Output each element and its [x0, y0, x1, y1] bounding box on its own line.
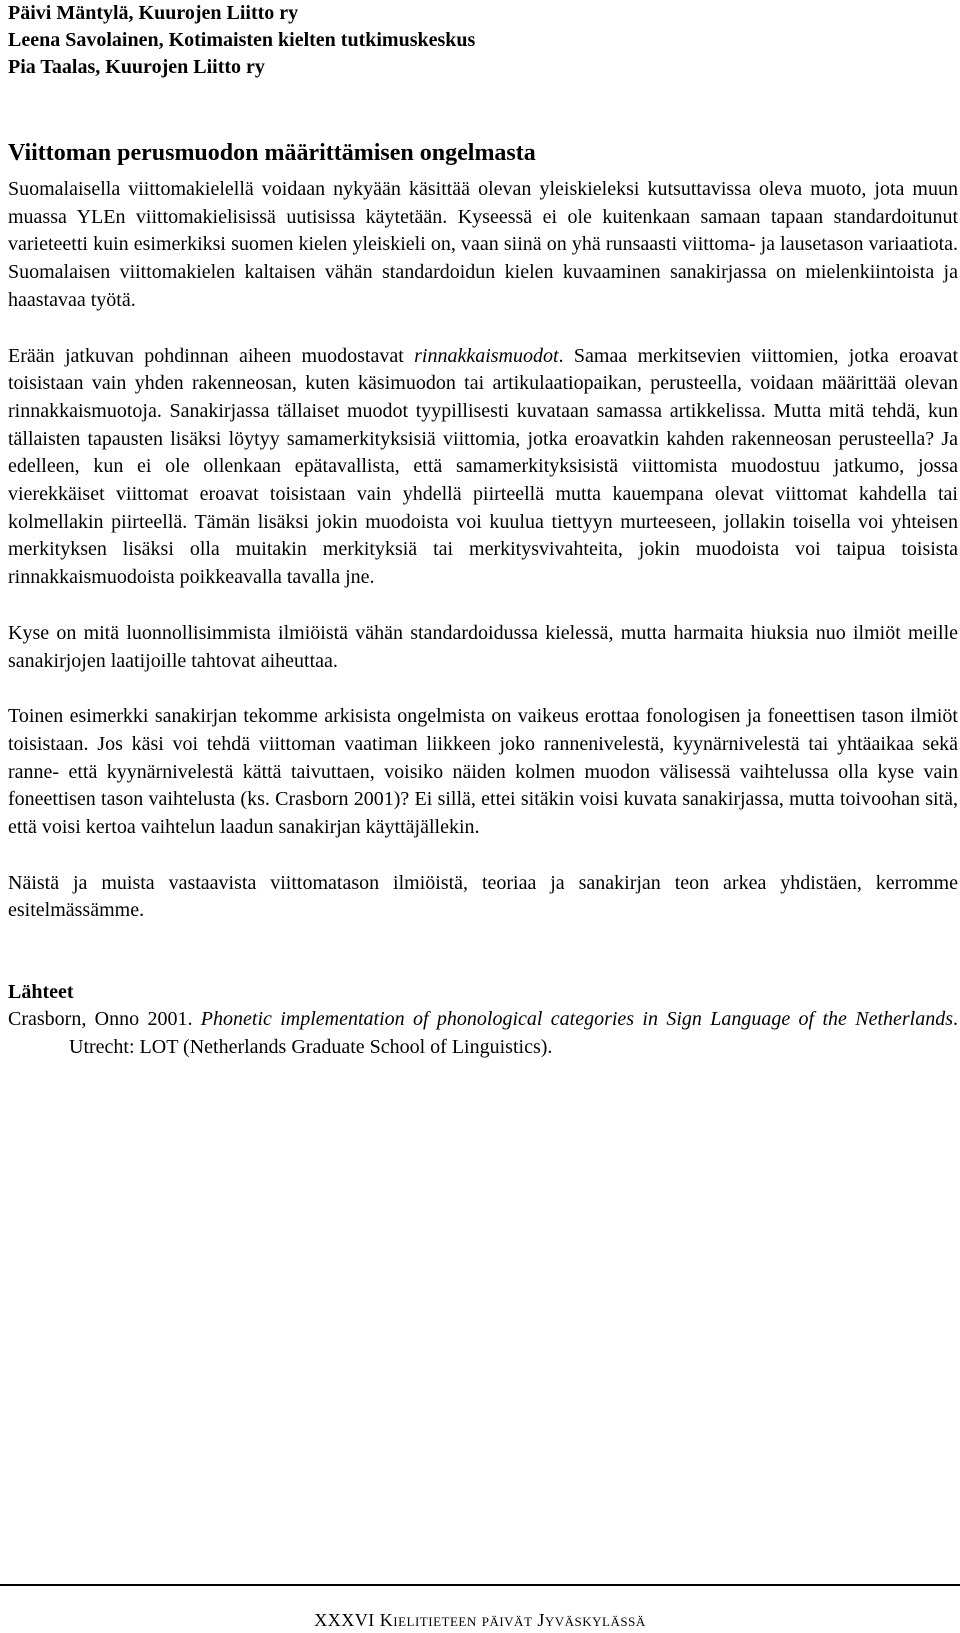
reference-title: Phonetic implementation of phonological categories in Sign Language of the Netherlands — [200, 1008, 953, 1031]
paragraph: Toinen esimerkki sanakirjan tekomme arkisista ongelmista on vaikeus erottaa fonologisen ja foneettisen tason ilmiöt toisistaan. Jos käsi voi tehdä viittoman vaatiman liikkeen joko rannenivelestä, kyynärnivelestä tai yhtäaikaa sekä ranne- että kyynärnivelestä kättä taivuttaen, voisiko näiden kolmen muodon välisessä vaihtelussa olla kyse vain foneettisen tason vaihtelusta (ks. Crasborn 2001)? Ei sillä, ettei sitäkin voisi kuvata sanakirjassa, mutta toivoohan sitä, että voisi kertoa vaihtelun laadun sanakirjan käyttäjällekin. — [8, 705, 958, 839]
paragraph: Suomalaisella viittomakielellä voidaan nykyään käsittää olevan yleiskieleksi kutsuttavissa oleva muoto, jota muun muassa YLEn viittomakielisissä uutisissa käytetään. Kyseessä ei ole kuitenkaan samaan tapaan standardoitunut varieteetti kuin esimerkiksi suomen kielen yleiskieli on, vaan siinä on yhä runsaasti viittoma- ja lausetason variaatiota. Suomalaisen viittomakielen kaltaisen vähän standardoidun kielen kuvaaminen sanakirjassa on mielenkiintoista ja haastavaa työtä. — [8, 178, 958, 311]
author-line: Leena Savolainen, Kotimaisten kielten tutkimuskeskus — [8, 29, 476, 51]
author-list — [8, 0, 958, 81]
reference-author-year: Crasborn, Onno 2001. — [8, 1008, 201, 1031]
footer-divider — [0, 1584, 960, 1586]
paragraph-text: . Samaa merkitsevien viittomien, jotka eroavat toisistaan vain yhden rakenneosan, kuten käsimuodon tai artikulaatiopaikan, perusteella, voidaan määrittää olevan rinnakkaismuotoja. Sanakirjassa tällaiset muodot tyypillisesti kuvataan samassa artikkelissa. Mutta mitä tehdä, kun tällaisten tapausten lisäksi löytyy samamerkityksisiä viittomia, jotka eroavatkin kahden rakenneosan perusteella? Ja edelleen, kun ei ole ollenkaan epätavallista, että samamerkityksisistä viittomista muodostuu jatkumo, jossa vierekkäiset viittomat eroavat toisistaan vain yhdellä piirteellä mutta kauempana olevat viittomat kahdella tai kolmellakin piirteellä. Tämän lisäksi jokin muodoista voi kuulua tiettyyn murteeseen, jollakin toisella voi yhteisen merkityksen lisäksi olla muitakin merkityksiä tai merkitysvivahteita, jokin muodoista voi taipua toisista rinnakkaismuodoista poikkeavalla tavalla jne. — [8, 344, 958, 589]
references-heading: Lähteet — [8, 981, 74, 1004]
paper-title: Viittoman perusmuodon määrittämisen ongelmasta — [8, 140, 536, 166]
italic-term: rinnakkaismuodot — [414, 344, 559, 367]
paragraph: Kyse on mitä luonnollisimmista ilmiöistä vähän standardoidussa kielessä, mutta harmaita hiuksia nuo ilmiöt meille sanakirjojen laatijoille tahtovat aiheuttaa. — [8, 621, 958, 672]
author-line: Päivi Mäntylä, Kuurojen Liitto ry — [8, 2, 299, 24]
paragraph: Näistä ja muista vastaavista viittomatason ilmiöistä, teoriaa ja sanakirjan teon arkea yhdistäen, kerromme esitelmässämme. — [8, 871, 958, 922]
reference-entry — [8, 1006, 958, 1061]
document-page — [8, 0, 958, 1062]
page-footer: XXXVI Kielitieteen päivät Jyväskylässä — [314, 1610, 646, 1630]
author-line: Pia Taalas, Kuurojen Liitto ry — [8, 56, 265, 78]
paragraph — [8, 343, 958, 592]
paragraph-text: Erään jatkuvan pohdinnan aiheen muodostavat — [8, 344, 415, 367]
reference-publisher: . Utrecht: LOT (Netherlands Graduate School of Linguistics). — [69, 1008, 958, 1058]
abstract-body — [8, 176, 958, 925]
